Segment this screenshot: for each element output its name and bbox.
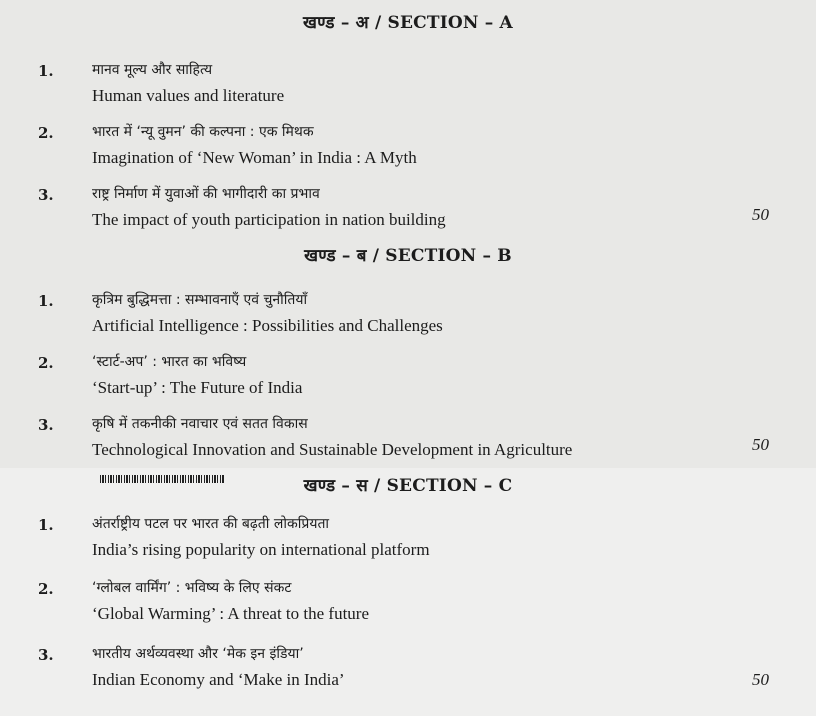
question-number: 3. bbox=[38, 646, 54, 664]
section-b-marks: 50 bbox=[752, 435, 769, 454]
section-a-marks: 50 bbox=[752, 205, 769, 224]
question-hindi-text: भारतीय अर्थव्यवस्था और ‘मेक इन इंडिया’ bbox=[92, 646, 304, 662]
question-english-text: India’s rising popularity on international platform bbox=[92, 540, 430, 559]
question-hindi-text: कृषि में तकनीकी नवाचार एवं सतत विकास bbox=[92, 416, 308, 432]
question-english-text: The impact of youth participation in nation building bbox=[92, 210, 446, 229]
question-english-text: ‘Start-up’ : The Future of India bbox=[92, 378, 303, 397]
question-hindi-text: कृत्रिम बुद्धिमत्ता : सम्भावनाएँ एवं चुनौतियाँ bbox=[92, 292, 308, 308]
question-number: 3. bbox=[38, 186, 54, 204]
question-number: 2. bbox=[38, 354, 54, 372]
question-english-text: Artificial Intelligence : Possibilities and Challenges bbox=[92, 316, 443, 335]
question-number: 2. bbox=[38, 124, 54, 142]
section-c-marks: 50 bbox=[752, 670, 769, 689]
question-hindi-text: ‘ग्लोबल वार्मिंग’ : भविष्य के लिए संकट bbox=[92, 580, 292, 596]
question-number: 1. bbox=[38, 516, 54, 534]
question-number: 3. bbox=[38, 416, 54, 434]
question-number: 2. bbox=[38, 580, 54, 598]
question-english-text: Indian Economy and ‘Make in India’ bbox=[92, 670, 345, 689]
question-english-text: Imagination of ‘New Woman’ in India : A Myth bbox=[92, 148, 417, 167]
question-hindi-text: भारत में ‘न्यू वुमन’ की कल्पना : एक मिथक bbox=[92, 124, 314, 140]
question-hindi-text: राष्ट्र निर्माण में युवाओं की भागीदारी का प्रभाव bbox=[92, 186, 320, 202]
question-english-text: Technological Innovation and Sustainable Development in Agriculture bbox=[92, 440, 573, 459]
section-c-heading: खण्ड – स / SECTION – C bbox=[303, 476, 513, 496]
question-number: 1. bbox=[38, 62, 54, 80]
question-hindi-text: ‘स्टार्ट-अप’ : भारत का भविष्य bbox=[92, 354, 247, 370]
question-english-text: Human values and literature bbox=[92, 86, 285, 105]
section-b-heading: खण्ड – ब / SECTION – B bbox=[304, 246, 512, 266]
section-a-heading: खण्ड – अ / SECTION – A bbox=[303, 13, 513, 33]
question-hindi-text: अंतर्राष्ट्रीय पटल पर भारत की बढ़ती लोकप्रियता bbox=[92, 516, 330, 532]
question-number: 1. bbox=[38, 292, 54, 310]
question-hindi-text: मानव मूल्य और साहित्य bbox=[92, 62, 213, 78]
question-english-text: ‘Global Warming’ : A threat to the future bbox=[92, 604, 370, 623]
